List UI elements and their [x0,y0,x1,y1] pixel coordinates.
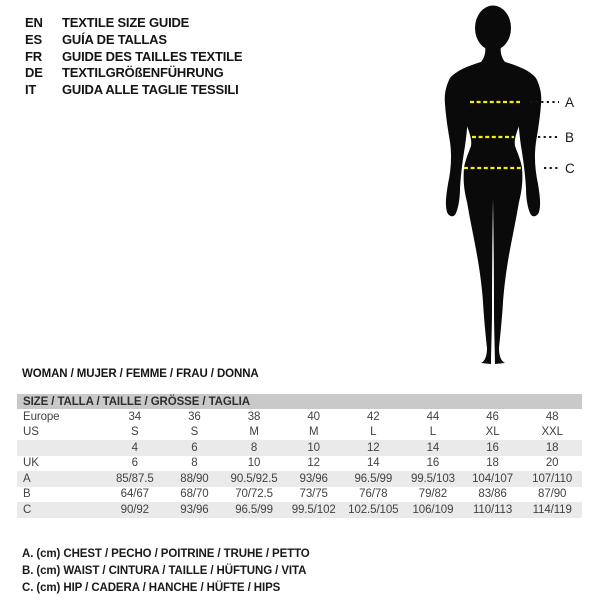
size-cell: XXL [541,426,563,439]
size-cell: 8 [250,441,258,454]
size-cell: 8 [191,457,198,470]
legend-item: A. (cm) CHEST / PECHO / POITRINE / TRUHE / PETTO [22,548,310,560]
language-code: ES [25,31,42,47]
size-cell: 90/92 [120,503,149,516]
size-cell: 99.5/102 [291,503,336,516]
size-cell: 114/119 [532,503,572,516]
language-row [25,65,242,82]
woman-silhouette-figure [408,0,600,380]
size-cell: 6 [191,441,198,454]
size-cell: 79/82 [418,488,448,501]
size-cell: 104/107 [472,472,513,485]
size-cell: M [249,426,259,439]
size-cell: 10 [307,441,320,454]
guide-title-text: GUIDA ALLE TAGLIE TESSILI [62,82,239,98]
size-cell: 10 [247,457,261,470]
table-row [17,440,582,456]
size-cell: 87/90 [538,488,567,501]
measure-label-waist: B [565,130,575,145]
size-cell: 83/86 [478,488,507,501]
legend-item: C. (cm) HIP / CADERA / HANCHE / HÜFTE / HIPS [22,582,281,594]
row-label [17,440,105,456]
size-cell: 99.5/103 [410,472,455,485]
size-cell: L [370,426,377,439]
language-title-block [25,15,242,99]
language-code: DE [25,65,43,81]
language-code: EN [25,15,43,30]
size-cell: 38 [247,410,261,423]
guide-title-text: GUÍA DE TALLAS [62,31,167,47]
section-title: WOMAN / MUJER / FEMME / FRAU / DONNA [22,368,259,380]
measurement-legend [22,546,310,597]
row-label: C [23,503,32,516]
size-cell: 64/67 [120,488,149,501]
language-code: FR [25,48,42,64]
size-cell: 68/70 [180,488,209,501]
size-cell: 76/78 [359,488,388,501]
language-row [25,82,242,99]
size-cell: 96.5/99 [235,503,273,516]
table-row [17,487,582,503]
size-cell: 14 [367,457,380,470]
row-label: Europe [23,410,60,423]
size-cell: 93/96 [180,503,209,516]
table-row [17,409,582,425]
size-cell: 46 [486,410,499,423]
size-cell: S [131,426,139,439]
size-cell: L [429,426,437,439]
size-cell: 18 [486,457,499,470]
size-cell: 107/110 [532,472,573,485]
language-row [25,15,242,32]
size-cell: 93/96 [299,472,328,485]
table-header-row [17,394,582,409]
size-cell: 110/113 [472,503,513,516]
size-cell: 73/75 [299,488,328,501]
guide-title-text: TEXTILGRÖßENFÜHRUNG [62,65,224,81]
size-cell: 12 [307,457,320,470]
table-row [17,502,582,518]
size-cell: 88/90 [180,472,209,485]
table-row [17,425,582,441]
guide-title-text: TEXTILE SIZE GUIDE [62,15,190,30]
size-cell: 42 [367,410,380,423]
size-cell: 40 [307,410,320,423]
row-label: B [23,488,31,501]
measure-label-hip: C [565,161,575,176]
size-cell: 85/87.5 [115,472,154,485]
size-cell: M [308,426,319,439]
row-label: A [23,472,31,485]
size-cell: 14 [426,441,440,454]
language-code: IT [25,82,37,98]
size-cell: 36 [188,410,201,423]
size-cell: 70/72.5 [235,488,273,501]
size-cell: 12 [367,441,380,454]
language-row [25,32,242,49]
size-table-body [17,409,582,518]
size-table [17,394,582,518]
size-cell: 44 [426,410,440,423]
guide-title-text: GUIDE DES TAILLES TEXTILE [62,48,243,64]
size-cell: 4 [131,441,138,454]
row-label: UK [23,457,39,470]
size-cell: 16 [486,441,499,454]
table-header: SIZE / TALLA / TAILLE / GRÖSSE / TAGLIA [17,394,582,409]
row-label: US [23,426,39,439]
legend-item: B. (cm) WAIST / CINTURA / TAILLE / HÜFTUNG / VITA [22,565,307,577]
size-cell: 106/109 [412,503,454,516]
size-cell: 48 [545,410,559,423]
table-row [17,471,582,487]
size-cell: 20 [545,457,559,470]
size-cell: 18 [545,441,559,454]
size-cell: 90.5/92.5 [230,472,278,485]
size-cell: 34 [128,410,142,423]
measure-label-chest: A [565,95,575,110]
size-cell: 102.5/105 [348,503,399,516]
size-cell: 96.5/99 [354,472,393,485]
size-cell: 16 [426,457,440,470]
table-row [17,456,582,472]
size-cell: 6 [131,457,138,470]
size-cell: S [190,426,199,439]
language-row [25,49,242,66]
size-cell: XL [485,426,500,439]
